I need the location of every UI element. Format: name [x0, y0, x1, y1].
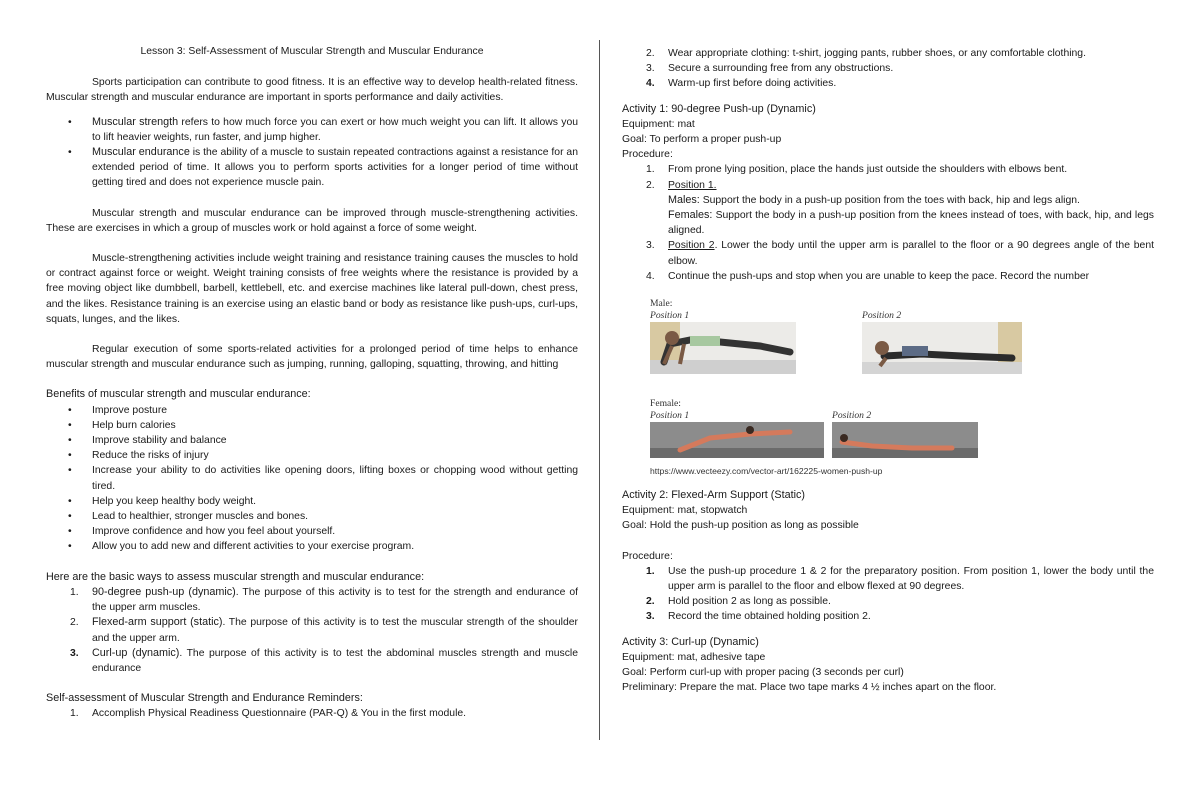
- procedure-step: [622, 238, 1154, 268]
- bullet-icon: •: [68, 419, 72, 431]
- benefit-text: Reduce the risks of injury: [92, 450, 209, 462]
- pushup-figure: [648, 298, 1154, 482]
- benefit-item: [46, 418, 578, 433]
- way-text: . The purpose of this activity is to test the muscular strength of the shoulder and the upper arm.: [92, 617, 579, 644]
- item-number: 4.: [646, 78, 655, 90]
- paragraph-sports: Regular execution of some sports-related activities for a prolonged period of time helps to enhance muscular strength and muscular endurance such as jumping, running, galloping, squatting, throwing, and hitting: [46, 344, 578, 371]
- benefit-text: Help you keep healthy body weight.: [92, 495, 257, 507]
- way-text: . The purpose of this activity is to test the abdominal muscles strength and muscle endurance: [92, 647, 578, 674]
- item-number: 2.: [70, 617, 79, 629]
- bullet-icon: •: [68, 435, 72, 447]
- image-source-url: https://www.vecteezy.com/vector-art/162225-women-push-up: [650, 466, 883, 477]
- activity2-equipment: Equipment: mat, stopwatch: [622, 505, 748, 517]
- item-number: 3.: [70, 647, 79, 659]
- male-label: Male:: [650, 298, 673, 310]
- reminder-text: Wear appropriate clothing: t-shirt, jogging pants, rubber shoes, or any comfortable clothing.: [668, 48, 1086, 59]
- position1-label: Position 1: [650, 310, 690, 322]
- item-number: 1.: [646, 565, 655, 577]
- definition-term: Muscular strength: [92, 115, 179, 128]
- definition-item: [46, 115, 578, 145]
- definition-text: is the ability of a muscle to sustain repeated contractions against a resistance for an extended period of time. It allows you to perform sports activities for a longer period of time without getting tired and does not experience muscle pain.: [92, 147, 578, 189]
- item-number: 1.: [70, 586, 79, 598]
- step-text: Continue the push-ups and stop when you are unable to keep the pace. Record the number: [668, 270, 1090, 282]
- column-divider: [599, 40, 600, 740]
- definition-term: Muscular endurance: [92, 146, 190, 159]
- benefit-item: [46, 448, 578, 463]
- procedure-step: [622, 178, 1154, 239]
- bullet-icon: •: [68, 465, 72, 477]
- reminder-item: [46, 706, 578, 721]
- item-number: 4.: [646, 270, 655, 282]
- right-column: [622, 46, 1154, 695]
- benefit-text: Increase your ability to do activities like opening doors, lifting boxes or chopping wood without getting tired.: [92, 465, 578, 492]
- activity2-procedure-label: Procedure:: [622, 550, 673, 562]
- definition-item: [46, 145, 578, 191]
- reminder-text: Accomplish Physical Readiness Questionnaire (PAR-Q) & You in the first module.: [92, 708, 467, 720]
- benefits-heading: Benefits of muscular strength and muscular endurance:: [46, 388, 311, 401]
- benefit-item: [46, 524, 578, 539]
- benefit-item: [46, 539, 578, 554]
- male-position2-photo: [862, 322, 1022, 374]
- females-label: Females:: [668, 209, 713, 222]
- way-text: . The purpose of this activity is to test for the strength and endurance of the upper arm muscles.: [92, 586, 578, 614]
- activity2-heading: Activity 2: Flexed-Arm Support (Static): [622, 489, 805, 502]
- males-label: Males:: [668, 193, 700, 206]
- intro-paragraph: Sports participation can contribute to good fitness. It is an effective way to develop health-related fitness. Muscular strength and muscular endurance are important in sports performance and daily activities.: [46, 77, 578, 104]
- item-number: 3.: [646, 63, 655, 75]
- benefit-text: Lead to healthier, stronger muscles and bones.: [92, 511, 309, 523]
- bullet-icon: •: [68, 541, 72, 553]
- bullet-icon: •: [68, 450, 72, 462]
- lesson-title: Lesson 3: Self-Assessment of Muscular Strength and Muscular Endurance: [140, 46, 484, 57]
- activity3-equipment: Equipment: mat, adhesive tape: [622, 651, 766, 663]
- bullet-icon: •: [68, 116, 72, 128]
- activity3-heading: Activity 3: Curl-up (Dynamic): [622, 635, 759, 648]
- activity1-goal: Goal: To perform a proper push-up: [622, 134, 782, 146]
- males-text: Support the body in a push-up position from the toes with back, hip and legs align.: [699, 194, 1080, 206]
- step-text: Use the push-up procedure 1 & 2 for the preparatory position. From position 1, lower the body until the upper arm is parallel to the floor and elbow flexed at 90 degrees.: [668, 565, 1154, 593]
- procedure-step: [622, 594, 1154, 609]
- benefit-text: Allow you to add new and different activities to your exercise program.: [92, 541, 415, 553]
- step-text: . Lower the body until the upper arm is parallel to the floor or a 90 degrees angle of the bent elbow.: [668, 240, 1154, 267]
- definition-text: refers to how much force you can exert or how much weight you can lift. It allows you to lift heavier weights, run faster, and jump higher.: [92, 116, 579, 143]
- benefit-item: [46, 494, 578, 509]
- paragraph-training: Muscle-strengthening activities include weight training and resistance training causes the muscles to hold or contract against force or weight. Weight training consists of free weights where the resistance is provided by a free moving object like dumbbell, barbell, kettlebell, etc. and exercise machines like lateral pull-down, chest press, and the likes. Resistance training is an exercise using an elastic band or body as resistance like push-ups, curl-ups, squats, lunges, and the likes.: [46, 253, 578, 325]
- procedure-step: [622, 162, 1154, 177]
- position2-label: Position 2: [832, 410, 872, 422]
- assessment-way-item: [46, 615, 578, 645]
- activity1-equipment: Equipment: mat: [622, 118, 695, 130]
- female-position2-illustration: [832, 422, 978, 458]
- benefit-item: [46, 509, 578, 524]
- assessment-ways-heading: Here are the basic ways to assess muscular strength and muscular endurance:: [46, 570, 425, 583]
- step-title: Position 2: [668, 240, 715, 252]
- way-term: Flexed-arm support (static): [92, 616, 223, 629]
- procedure-step: [622, 609, 1154, 624]
- step-text: Record the time obtained holding position 2.: [668, 611, 871, 623]
- females-text: Support the body in a push-up position from the knees instead of toes, with back, hip, and legs aligned.: [668, 210, 1154, 237]
- benefit-text: Improve posture: [92, 404, 168, 416]
- step-title: Position 1.: [668, 179, 717, 191]
- item-number: 1.: [646, 164, 655, 176]
- benefit-item: [46, 463, 578, 493]
- paragraph-strengthening: Muscular strength and muscular endurance can be improved through muscle-strengthening activities. These are exercises in which a group of muscles work or hold against a force of some weight.: [46, 207, 578, 234]
- step-text: Hold position 2 as long as possible.: [668, 596, 831, 608]
- benefit-text: Improve confidence and how you feel about yourself.: [92, 526, 336, 538]
- benefits-list: [46, 403, 578, 555]
- reminder-text: Secure a surrounding free from any obstructions.: [668, 63, 894, 75]
- female-label: Female:: [650, 398, 681, 410]
- male-position1-photo: [650, 322, 796, 374]
- item-number: 3.: [646, 240, 655, 252]
- bullet-icon: •: [68, 526, 72, 538]
- benefit-item: [46, 403, 578, 418]
- reminder-item: [622, 76, 1154, 91]
- bullet-icon: •: [68, 495, 72, 507]
- position2-label: Position 2: [862, 310, 902, 322]
- benefit-item: [46, 433, 578, 448]
- item-number: 3.: [646, 611, 655, 623]
- reminders-heading: Self-assessment of Muscular Strength and Endurance Reminders:: [46, 692, 363, 705]
- left-column: [46, 44, 578, 722]
- bullet-icon: •: [68, 511, 72, 523]
- activity3-preliminary: Preliminary: Prepare the mat. Place two tape marks 4 ½ inches apart on the floor.: [622, 682, 997, 694]
- item-number: 2.: [646, 48, 655, 59]
- activity1-heading: Activity 1: 90-degree Push-up (Dynamic): [622, 102, 816, 115]
- item-number: 1.: [70, 708, 79, 720]
- item-number: 2.: [646, 596, 655, 608]
- activity3-goal: Goal: Perform curl-up with proper pacing (3 seconds per curl): [622, 667, 904, 679]
- reminder-item: [622, 46, 1154, 61]
- activity1-procedure-label: Procedure:: [622, 149, 673, 161]
- way-term: 90-degree push-up (dynamic): [92, 585, 236, 598]
- activity2-goal: Goal: Hold the push-up position as long as possible: [622, 520, 859, 532]
- bullet-icon: •: [68, 147, 72, 159]
- way-term: Curl-up (dynamic): [92, 646, 180, 659]
- assessment-way-item: [46, 646, 578, 676]
- benefit-text: Help burn calories: [92, 419, 176, 431]
- reminder-text: Warm-up first before doing activities.: [668, 78, 837, 90]
- bullet-icon: •: [68, 404, 72, 416]
- procedure-step: [622, 564, 1154, 594]
- item-number: 2.: [646, 179, 655, 191]
- reminder-item: [622, 61, 1154, 76]
- female-position1-illustration: [650, 422, 824, 458]
- benefit-text: Improve stability and balance: [92, 435, 227, 447]
- step-text: From prone lying position, place the hands just outside the shoulders with elbows bent.: [668, 164, 1068, 176]
- position1-label: Position 1: [650, 410, 690, 422]
- assessment-way-item: [46, 585, 578, 615]
- procedure-step: [622, 269, 1154, 284]
